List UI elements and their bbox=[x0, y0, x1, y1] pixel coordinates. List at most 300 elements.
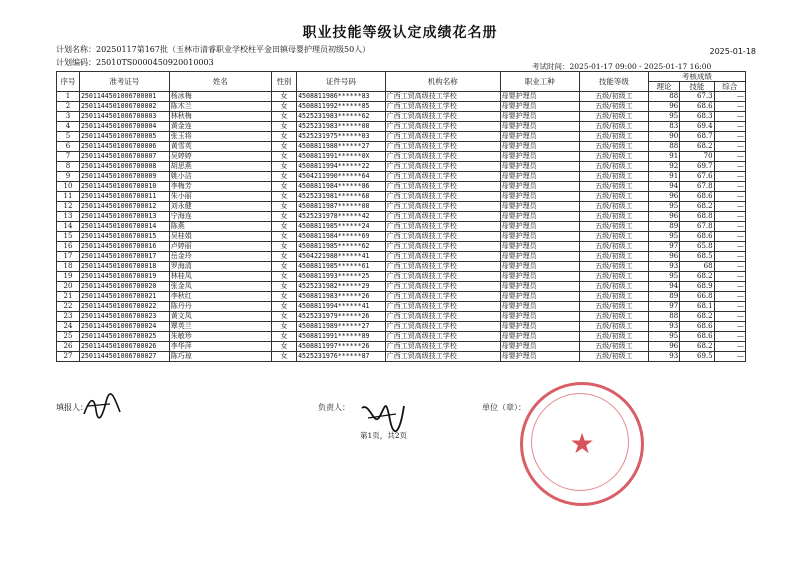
cell-gender: 女 bbox=[272, 322, 297, 332]
cell-name: 吴桂娟 bbox=[169, 232, 271, 242]
cell-occ: 母婴护理员 bbox=[500, 352, 579, 362]
cell-name: 陈巧琼 bbox=[169, 352, 271, 362]
cell-level: 五级/初级工 bbox=[579, 212, 648, 222]
cell-id: 4508811987******08 bbox=[297, 202, 386, 212]
cell-theory: 95 bbox=[648, 232, 679, 242]
document-title: 职业技能等级认定成绩花名册 bbox=[302, 25, 498, 41]
cell-ticket: 2501144501006700005 bbox=[79, 132, 169, 142]
cell-occ: 母婴护理员 bbox=[500, 252, 579, 262]
cell-theory: 97 bbox=[648, 242, 679, 252]
cell-seq: 2 bbox=[57, 102, 80, 112]
cell-gender: 女 bbox=[272, 142, 297, 152]
cell-seq: 18 bbox=[57, 262, 80, 272]
cell-ticket: 2501144501006700015 bbox=[79, 232, 169, 242]
table-row bbox=[57, 352, 746, 362]
cell-overall: — bbox=[714, 262, 745, 272]
cell-id: 4508811997******26 bbox=[297, 342, 386, 352]
cell-theory: 96 bbox=[648, 212, 679, 222]
cell-occ: 母婴护理员 bbox=[500, 172, 579, 182]
cell-seq: 26 bbox=[57, 342, 80, 352]
table-row bbox=[57, 242, 746, 252]
cell-id: 4508811983******26 bbox=[297, 292, 386, 302]
cell-skill: 68 bbox=[680, 262, 714, 272]
header-org: 机构名称 bbox=[385, 72, 500, 92]
cell-ticket: 2501144501006700008 bbox=[79, 162, 169, 172]
cell-occ: 母婴护理员 bbox=[500, 212, 579, 222]
unit-seal-label: 单位（章）： bbox=[482, 403, 526, 412]
cell-id: 4525231981******68 bbox=[297, 192, 386, 202]
cell-level: 五级/初级工 bbox=[579, 142, 648, 152]
cell-id: 4508811992******85 bbox=[297, 102, 386, 112]
cell-skill: 66.8 bbox=[680, 292, 714, 302]
cell-seq: 14 bbox=[57, 222, 80, 232]
table-row bbox=[57, 232, 746, 242]
cell-overall: — bbox=[714, 102, 745, 112]
cell-overall: — bbox=[714, 192, 745, 202]
cell-level: 五级/初级工 bbox=[579, 122, 648, 132]
cell-org: 广西工贸高级技工学校 bbox=[385, 272, 500, 282]
cell-name: 覃英兰 bbox=[169, 322, 271, 332]
cell-ticket: 2501144501006700026 bbox=[79, 342, 169, 352]
cell-id: 4525231976******87 bbox=[297, 352, 386, 362]
cell-seq: 4 bbox=[57, 122, 80, 132]
cell-org: 广西工贸高级技工学校 bbox=[385, 232, 500, 242]
cell-skill: 68.5 bbox=[680, 252, 714, 262]
cell-id: 4508811991******89 bbox=[297, 332, 386, 342]
cell-gender: 女 bbox=[272, 252, 297, 262]
cell-theory: 94 bbox=[648, 182, 679, 192]
table-row bbox=[57, 152, 746, 162]
cell-org: 广西工贸高级技工学校 bbox=[385, 202, 500, 212]
cell-name: 杨冰梅 bbox=[169, 92, 271, 102]
cell-gender: 女 bbox=[272, 242, 297, 252]
cell-seq: 22 bbox=[57, 302, 80, 312]
table-row bbox=[57, 102, 746, 112]
cell-occ: 母婴护理员 bbox=[500, 282, 579, 292]
table-row bbox=[57, 172, 746, 182]
cell-seq: 27 bbox=[57, 352, 80, 362]
cell-id: 4508811991******0X bbox=[297, 152, 386, 162]
table-row bbox=[57, 292, 746, 302]
cell-theory: 92 bbox=[648, 162, 679, 172]
cell-overall: — bbox=[714, 242, 745, 252]
cell-name: 张玉将 bbox=[169, 132, 271, 142]
cell-overall: — bbox=[714, 172, 745, 182]
cell-skill: 68.2 bbox=[680, 272, 714, 282]
header-skill: 技能 bbox=[680, 82, 714, 92]
cell-skill: 69.7 bbox=[680, 162, 714, 172]
cell-theory: 93 bbox=[648, 352, 679, 362]
cell-id: 4525231979******26 bbox=[297, 312, 386, 322]
cell-seq: 19 bbox=[57, 272, 80, 282]
cell-gender: 女 bbox=[272, 342, 297, 352]
cell-name: 林桂凤 bbox=[169, 272, 271, 282]
cell-org: 广西工贸高级技工学校 bbox=[385, 312, 500, 322]
cell-skill: 65.8 bbox=[680, 242, 714, 252]
cell-gender: 女 bbox=[272, 92, 297, 102]
cell-ticket: 2501144501006700004 bbox=[79, 122, 169, 132]
cell-overall: — bbox=[714, 342, 745, 352]
cell-skill: 68.6 bbox=[680, 322, 714, 332]
cell-gender: 女 bbox=[272, 172, 297, 182]
cell-ticket: 2501144501006700003 bbox=[79, 112, 169, 122]
cell-name: 李华萍 bbox=[169, 342, 271, 352]
cell-id: 4508811994******41 bbox=[297, 302, 386, 312]
cell-overall: — bbox=[714, 292, 745, 302]
cell-ticket: 2501144501006700019 bbox=[79, 272, 169, 282]
cell-ticket: 2501144501006700001 bbox=[79, 92, 169, 102]
filler-signature bbox=[80, 392, 124, 422]
cell-skill: 68.7 bbox=[680, 132, 714, 142]
cell-org: 广西工贸高级技工学校 bbox=[385, 332, 500, 342]
cell-level: 五级/初级工 bbox=[579, 222, 648, 232]
cell-gender: 女 bbox=[272, 232, 297, 242]
cell-name: 罗海清 bbox=[169, 262, 271, 272]
cell-seq: 12 bbox=[57, 202, 80, 212]
cell-theory: 96 bbox=[648, 192, 679, 202]
cell-name: 朱敏珍 bbox=[169, 332, 271, 342]
cell-org: 广西工贸高级技工学校 bbox=[385, 282, 500, 292]
table-row bbox=[57, 322, 746, 332]
cell-occ: 母婴护理员 bbox=[500, 152, 579, 162]
report-date: 2025-01-18 bbox=[709, 47, 756, 56]
cell-name: 陈燕 bbox=[169, 222, 271, 232]
cell-org: 广西工贸高级技工学校 bbox=[385, 182, 500, 192]
cell-level: 五级/初级工 bbox=[579, 232, 648, 242]
cell-occ: 母婴护理员 bbox=[500, 272, 579, 282]
cell-gender: 女 bbox=[272, 202, 297, 212]
cell-theory: 95 bbox=[648, 202, 679, 212]
cell-ticket: 2501144501006700007 bbox=[79, 152, 169, 162]
cell-gender: 女 bbox=[272, 262, 297, 272]
cell-name: 胡思燕 bbox=[169, 162, 271, 172]
cell-org: 广西工贸高级技工学校 bbox=[385, 112, 500, 122]
cell-occ: 母婴护理员 bbox=[500, 142, 579, 152]
cell-name: 朱小丽 bbox=[169, 192, 271, 202]
cell-ticket: 2501144501006700014 bbox=[79, 222, 169, 232]
header-theory: 理论 bbox=[648, 82, 679, 92]
cell-id: 4508811985******62 bbox=[297, 242, 386, 252]
cell-name: 陈木兰 bbox=[169, 102, 271, 112]
cell-level: 五级/初级工 bbox=[579, 322, 648, 332]
cell-level: 五级/初级工 bbox=[579, 272, 648, 282]
cell-seq: 1 bbox=[57, 92, 80, 102]
batch-plan: 计划名称：20250117第167批（玉林市清睿职业学校柱平金田镇母婴护理员初级50人） bbox=[56, 45, 371, 54]
cell-occ: 母婴护理员 bbox=[500, 242, 579, 252]
cell-name: 岳金玲 bbox=[169, 252, 271, 262]
cell-seq: 15 bbox=[57, 232, 80, 242]
cell-name: 李秋红 bbox=[169, 292, 271, 302]
cell-level: 五级/初级工 bbox=[579, 262, 648, 272]
cell-overall: — bbox=[714, 212, 745, 222]
cell-gender: 女 bbox=[272, 122, 297, 132]
cell-occ: 母婴护理员 bbox=[500, 342, 579, 352]
cell-skill: 68.9 bbox=[680, 282, 714, 292]
cell-overall: — bbox=[714, 92, 745, 102]
cell-level: 五级/初级工 bbox=[579, 332, 648, 342]
cell-id: 4525231983******08 bbox=[297, 122, 386, 132]
cell-ticket: 2501144501006700023 bbox=[79, 312, 169, 322]
cell-seq: 11 bbox=[57, 192, 80, 202]
cell-theory: 97 bbox=[648, 302, 679, 312]
score-table bbox=[56, 71, 746, 362]
cell-org: 广西工贸高级技工学校 bbox=[385, 222, 500, 232]
cell-overall: — bbox=[714, 142, 745, 152]
cell-occ: 母婴护理员 bbox=[500, 222, 579, 232]
cell-org: 广西工贸高级技工学校 bbox=[385, 122, 500, 132]
cell-org: 广西工贸高级技工学校 bbox=[385, 142, 500, 152]
cell-skill: 70 bbox=[680, 152, 714, 162]
cell-org: 广西工贸高级技工学校 bbox=[385, 252, 500, 262]
cell-ticket: 2501144501006700013 bbox=[79, 212, 169, 222]
table-row bbox=[57, 132, 746, 142]
cell-seq: 25 bbox=[57, 332, 80, 342]
cell-name: 宁海连 bbox=[169, 212, 271, 222]
cell-gender: 女 bbox=[272, 192, 297, 202]
cell-overall: — bbox=[714, 222, 745, 232]
cell-name: 陈丹丹 bbox=[169, 302, 271, 312]
cell-skill: 67.8 bbox=[680, 222, 714, 232]
cell-name: 卢婷丽 bbox=[169, 242, 271, 252]
cell-gender: 女 bbox=[272, 152, 297, 162]
cell-ticket: 2501144501006700020 bbox=[79, 282, 169, 292]
cell-ticket: 2501144501006700025 bbox=[79, 332, 169, 342]
cell-name: 张金凤 bbox=[169, 282, 271, 292]
table-row bbox=[57, 112, 746, 122]
cell-id: 4508811985******24 bbox=[297, 222, 386, 232]
cell-name: 黄金连 bbox=[169, 122, 271, 132]
cell-gender: 女 bbox=[272, 222, 297, 232]
cell-ticket: 2501144501006700024 bbox=[79, 322, 169, 332]
cell-gender: 女 bbox=[272, 312, 297, 322]
cell-gender: 女 bbox=[272, 112, 297, 122]
cell-seq: 16 bbox=[57, 242, 80, 252]
cell-skill: 68.3 bbox=[680, 112, 714, 122]
cell-id: 4508811994******22 bbox=[297, 162, 386, 172]
cell-skill: 68.2 bbox=[680, 342, 714, 352]
cell-overall: — bbox=[714, 322, 745, 332]
cell-gender: 女 bbox=[272, 182, 297, 192]
cell-overall: — bbox=[714, 202, 745, 212]
cell-seq: 7 bbox=[57, 152, 80, 162]
table-row bbox=[57, 192, 746, 202]
cell-occ: 母婴护理员 bbox=[500, 262, 579, 272]
table-row bbox=[57, 142, 746, 152]
cell-ticket: 2501144501006700017 bbox=[79, 252, 169, 262]
cell-id: 4508811984******69 bbox=[297, 232, 386, 242]
cell-org: 广西工贸高级技工学校 bbox=[385, 172, 500, 182]
cell-occ: 母婴护理员 bbox=[500, 112, 579, 122]
cell-level: 五级/初级工 bbox=[579, 202, 648, 212]
cell-skill: 68.6 bbox=[680, 232, 714, 242]
cell-level: 五级/初级工 bbox=[579, 152, 648, 162]
cell-overall: — bbox=[714, 352, 745, 362]
cell-theory: 96 bbox=[648, 252, 679, 262]
cell-ticket: 2501144501006700016 bbox=[79, 242, 169, 252]
cell-level: 五级/初级工 bbox=[579, 282, 648, 292]
cell-seq: 5 bbox=[57, 132, 80, 142]
exam-time: 考试时间：2025-01-17 09:00 - 2025-01-17 16:00 bbox=[532, 62, 712, 71]
cell-name: 姚小洁 bbox=[169, 172, 271, 182]
cell-seq: 8 bbox=[57, 162, 80, 172]
cell-id: 4525231982******29 bbox=[297, 282, 386, 292]
cell-skill: 68.6 bbox=[680, 102, 714, 112]
cell-theory: 93 bbox=[648, 322, 679, 332]
cell-org: 广西工贸高级技工学校 bbox=[385, 242, 500, 252]
cell-id: 4508811985******61 bbox=[297, 262, 386, 272]
cell-level: 五级/初级工 bbox=[579, 352, 648, 362]
table-row bbox=[57, 122, 746, 132]
header-ticket: 准考证号 bbox=[79, 72, 169, 92]
cell-occ: 母婴护理员 bbox=[500, 232, 579, 242]
cell-level: 五级/初级工 bbox=[579, 192, 648, 202]
cell-org: 广西工贸高级技工学校 bbox=[385, 292, 500, 302]
cell-theory: 93 bbox=[648, 262, 679, 272]
cell-skill: 69.4 bbox=[680, 122, 714, 132]
cell-seq: 3 bbox=[57, 112, 80, 122]
cell-org: 广西工贸高级技工学校 bbox=[385, 342, 500, 352]
header-overall: 综合 bbox=[714, 82, 745, 92]
cell-gender: 女 bbox=[272, 292, 297, 302]
cell-theory: 95 bbox=[648, 332, 679, 342]
filler-label: 填报人： bbox=[56, 403, 88, 412]
cell-level: 五级/初级工 bbox=[579, 312, 648, 322]
cell-theory: 88 bbox=[648, 92, 679, 102]
cell-id: 4508811986******83 bbox=[297, 92, 386, 102]
cell-skill: 68.6 bbox=[680, 192, 714, 202]
cell-theory: 90 bbox=[648, 132, 679, 142]
cell-overall: — bbox=[714, 122, 745, 132]
header-level: 技能等级 bbox=[579, 72, 648, 92]
table-row bbox=[57, 312, 746, 322]
plan-code: 计划编码：25010TS0000450920010003 bbox=[56, 58, 214, 67]
cell-overall: — bbox=[714, 312, 745, 322]
cell-ticket: 2501144501006700021 bbox=[79, 292, 169, 302]
cell-id: 4508811984******86 bbox=[297, 182, 386, 192]
cell-name: 林秋梅 bbox=[169, 112, 271, 122]
header-name: 姓名 bbox=[169, 72, 271, 92]
cell-skill: 69.5 bbox=[680, 352, 714, 362]
cell-occ: 母婴护理员 bbox=[500, 182, 579, 192]
table-row bbox=[57, 282, 746, 292]
cell-org: 广西工贸高级技工学校 bbox=[385, 212, 500, 222]
cell-overall: — bbox=[714, 152, 745, 162]
cell-level: 五级/初级工 bbox=[579, 342, 648, 352]
cell-id: 4525231975******03 bbox=[297, 132, 386, 142]
official-seal bbox=[520, 382, 644, 506]
cell-ticket: 2501144501006700002 bbox=[79, 102, 169, 112]
cell-gender: 女 bbox=[272, 102, 297, 112]
cell-gender: 女 bbox=[272, 282, 297, 292]
table-row bbox=[57, 202, 746, 212]
cell-overall: — bbox=[714, 332, 745, 342]
cell-overall: — bbox=[714, 132, 745, 142]
cell-level: 五级/初级工 bbox=[579, 182, 648, 192]
cell-id: 4508811988******27 bbox=[297, 142, 386, 152]
cell-overall: — bbox=[714, 232, 745, 242]
seal-star-icon: ★ bbox=[569, 427, 595, 460]
cell-overall: — bbox=[714, 302, 745, 312]
cell-skill: 67.3 bbox=[680, 92, 714, 102]
cell-level: 五级/初级工 bbox=[579, 102, 648, 112]
page-number: 第1页，共2页 bbox=[360, 431, 408, 440]
cell-occ: 母婴护理员 bbox=[500, 312, 579, 322]
table-row bbox=[57, 162, 746, 172]
cell-occ: 母婴护理员 bbox=[500, 162, 579, 172]
cell-gender: 女 bbox=[272, 162, 297, 172]
cell-theory: 96 bbox=[648, 342, 679, 352]
cell-theory: 83 bbox=[648, 122, 679, 132]
cell-org: 广西工贸高级技工学校 bbox=[385, 92, 500, 102]
cell-name: 李梅芳 bbox=[169, 182, 271, 192]
cell-gender: 女 bbox=[272, 212, 297, 222]
cell-id: 4525231983******62 bbox=[297, 112, 386, 122]
cell-theory: 88 bbox=[648, 142, 679, 152]
cell-level: 五级/初级工 bbox=[579, 252, 648, 262]
cell-skill: 67.6 bbox=[680, 172, 714, 182]
cell-occ: 母婴护理员 bbox=[500, 292, 579, 302]
cell-id: 4504221988******41 bbox=[297, 252, 386, 262]
cell-org: 广西工贸高级技工学校 bbox=[385, 322, 500, 332]
cell-ticket: 2501144501006700010 bbox=[79, 182, 169, 192]
cell-seq: 24 bbox=[57, 322, 80, 332]
table-row bbox=[57, 92, 746, 102]
cell-ticket: 2501144501006700009 bbox=[79, 172, 169, 182]
cell-name: 黄文凤 bbox=[169, 312, 271, 322]
cell-overall: — bbox=[714, 272, 745, 282]
cell-theory: 88 bbox=[648, 312, 679, 322]
cell-theory: 95 bbox=[648, 112, 679, 122]
cell-occ: 母婴护理员 bbox=[500, 192, 579, 202]
table-row bbox=[57, 332, 746, 342]
cell-gender: 女 bbox=[272, 332, 297, 342]
cell-org: 广西工贸高级技工学校 bbox=[385, 192, 500, 202]
cell-occ: 母婴护理员 bbox=[500, 202, 579, 212]
cell-org: 广西工贸高级技工学校 bbox=[385, 132, 500, 142]
cell-level: 五级/初级工 bbox=[579, 112, 648, 122]
cell-seq: 21 bbox=[57, 292, 80, 302]
cell-skill: 68.1 bbox=[680, 302, 714, 312]
cell-level: 五级/初级工 bbox=[579, 132, 648, 142]
cell-ticket: 2501144501006700006 bbox=[79, 142, 169, 152]
cell-seq: 10 bbox=[57, 182, 80, 192]
cell-seq: 17 bbox=[57, 252, 80, 262]
cell-gender: 女 bbox=[272, 352, 297, 362]
cell-gender: 女 bbox=[272, 302, 297, 312]
cell-seq: 6 bbox=[57, 142, 80, 152]
cell-theory: 91 bbox=[648, 152, 679, 162]
table-row bbox=[57, 272, 746, 282]
cell-gender: 女 bbox=[272, 272, 297, 282]
table-row bbox=[57, 252, 746, 262]
cell-level: 五级/初级工 bbox=[579, 292, 648, 302]
cell-overall: — bbox=[714, 282, 745, 292]
table-row bbox=[57, 182, 746, 192]
cell-seq: 13 bbox=[57, 212, 80, 222]
cell-occ: 母婴护理员 bbox=[500, 322, 579, 332]
table-row bbox=[57, 212, 746, 222]
cell-ticket: 2501144501006700022 bbox=[79, 302, 169, 312]
cell-theory: 96 bbox=[648, 102, 679, 112]
cell-ticket: 2501144501006700027 bbox=[79, 352, 169, 362]
cell-occ: 母婴护理员 bbox=[500, 132, 579, 142]
cell-occ: 母婴护理员 bbox=[500, 302, 579, 312]
cell-skill: 68.8 bbox=[680, 212, 714, 222]
cell-level: 五级/初级工 bbox=[579, 92, 648, 102]
cell-overall: — bbox=[714, 182, 745, 192]
header-id: 证件号码 bbox=[297, 72, 386, 92]
cell-id: 4504211990******64 bbox=[297, 172, 386, 182]
